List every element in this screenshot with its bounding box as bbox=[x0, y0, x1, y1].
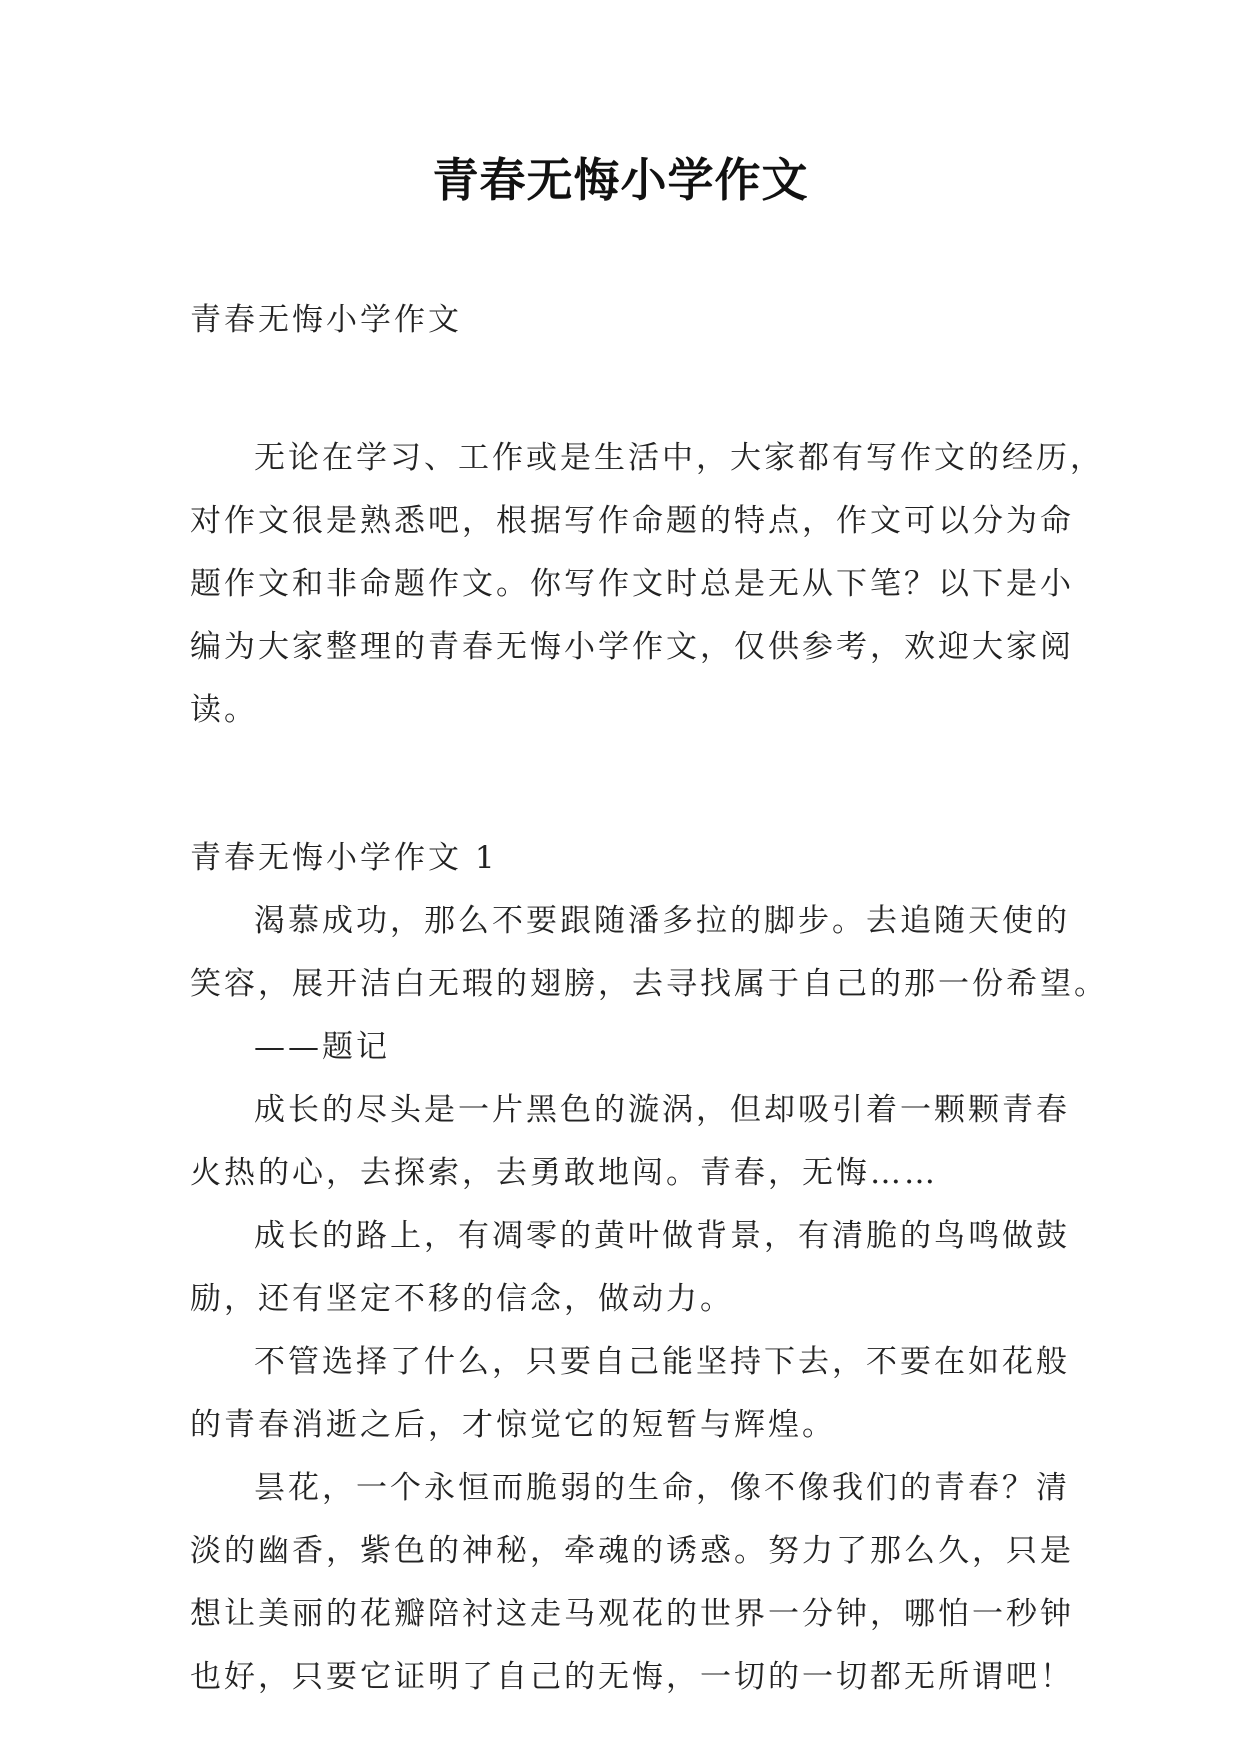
body-line: ——题记 bbox=[254, 1029, 390, 1065]
spacer bbox=[190, 742, 1052, 827]
spacer bbox=[190, 352, 1052, 427]
body-line: 昙花，一个永恒而脆弱的生命，像不像我们的青春？清 bbox=[254, 1470, 1070, 1506]
document-body bbox=[190, 289, 1108, 1709]
document-subtitle: 青春无悔小学作文 bbox=[190, 302, 462, 338]
body-line: 的青春消逝之后，才惊觉它的短暂与辉煌。 bbox=[190, 1407, 836, 1443]
body-line: 也好，只要它证明了自己的无悔，一切的一切都无所谓吧！ bbox=[190, 1659, 1074, 1695]
intro-line: 题作文和非命题作文。你写作文时总是无从下笔？以下是小 bbox=[190, 566, 1074, 602]
body-line: 想让美丽的花瓣陪衬这走马观花的世界一分钟，哪怕一秒钟 bbox=[190, 1596, 1074, 1632]
body-line: 成长的尽头是一片黑色的漩涡，但却吸引着一颗颗青春 bbox=[254, 1092, 1070, 1128]
body-line: 淡的幽香，紫色的神秘，牵魂的诱惑。努力了那么久，只是 bbox=[190, 1533, 1074, 1569]
intro-line: 无论在学习、工作或是生活中，大家都有写作文的经历， bbox=[254, 440, 1104, 476]
body-line: 励，还有坚定不移的信念，做动力。 bbox=[190, 1281, 734, 1317]
intro-line: 读。 bbox=[190, 692, 258, 728]
section-heading: 青春无悔小学作文 1 bbox=[190, 840, 498, 876]
body-line: 笑容，展开洁白无瑕的翅膀，去寻找属于自己的那一份希望。 bbox=[190, 966, 1108, 1002]
body-line: 不管选择了什么，只要自己能坚持下去，不要在如花般 bbox=[254, 1344, 1070, 1380]
intro-line: 编为大家整理的青春无悔小学作文，仅供参考，欢迎大家阅 bbox=[190, 629, 1074, 665]
body-line: 渴慕成功，那么不要跟随潘多拉的脚步。去追随天使的 bbox=[254, 903, 1070, 939]
body-line: 火热的心，去探索，去勇敢地闯。青春，无悔…… bbox=[190, 1155, 938, 1191]
intro-line: 对作文很是熟悉吧，根据写作命题的特点，作文可以分为命 bbox=[190, 503, 1074, 539]
body-line: 成长的路上，有凋零的黄叶做背景，有清脆的鸟鸣做鼓 bbox=[254, 1218, 1070, 1254]
document-title: 青春无悔小学作文 bbox=[432, 153, 809, 207]
